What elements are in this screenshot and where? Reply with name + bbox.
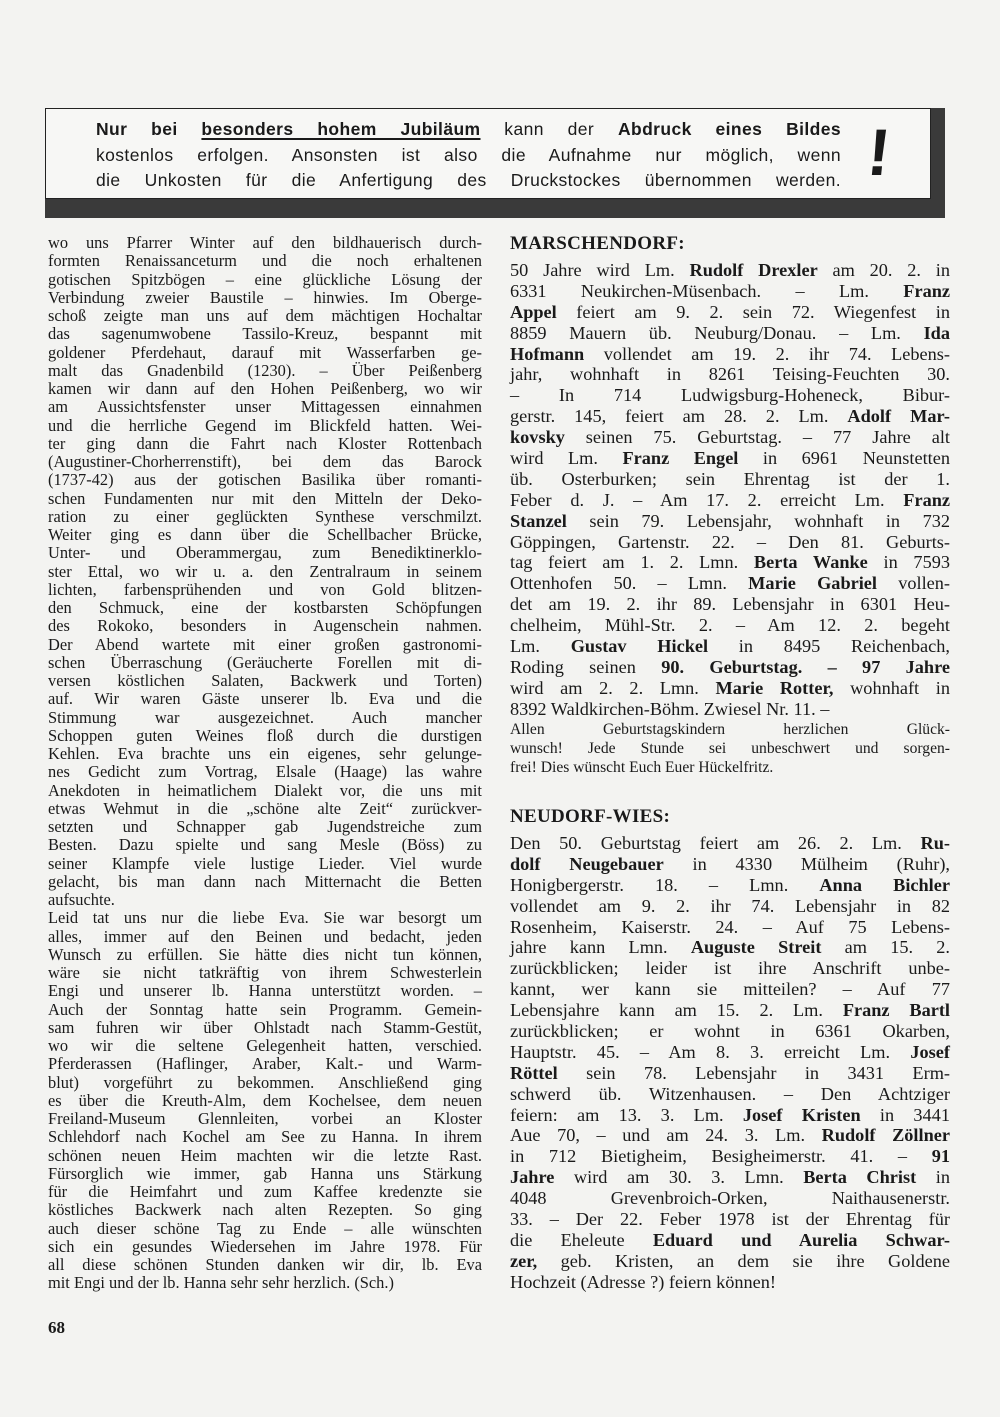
text-line	[510, 958, 950, 979]
text-line	[510, 511, 950, 532]
text-line	[510, 1105, 950, 1126]
text-line: malt das Gnadenbild (1230). – Über Peißenberg	[48, 360, 482, 380]
text-line: es über die Kreuth-Alm, dem Kochelsee, dem neuen	[48, 1090, 482, 1110]
text-line	[510, 532, 950, 553]
text-segment: üb. Osterburken; sein Ehrentag ist der 1.	[510, 468, 950, 489]
section-heading: MARSCHENDORF:	[510, 233, 685, 254]
text-line: wäre sie nicht tatkräftig von ihrem Schwesterlein	[48, 963, 482, 982]
text-line: wo wir die seltene Gelegenheit hatten, verschied.	[48, 1036, 482, 1055]
text-segment: kannt, wer kann sie mitteilen? – Auf 77	[510, 979, 950, 1000]
name-highlight: Berta Wanke	[753, 552, 868, 573]
notice-text-segment: kostenlos erfolgen. Ansonsten ist also die Aufnahme nur möglich, wenn	[96, 145, 841, 165]
text-segment: 8392 Waldkirchen-Böhm. Zwiesel Nr. 11. –	[510, 698, 830, 719]
text-segment: in 6961 Neunstetten	[738, 448, 951, 469]
text-segment: wunsch! Jede Stunde sei unbeschwert und sorgen-	[510, 739, 950, 757]
text-line: schen Fundamenten nur mit den Mitteln der Deko-	[48, 488, 482, 508]
name-highlight: Marie Gabriel	[748, 573, 877, 594]
text-segment: zurückblicken; leider ist ihre Anschrift unbe-	[510, 958, 950, 979]
notice-box-inner	[45, 108, 931, 199]
text-segment: Den 50. Geburtstag feiert am 26. 2. Lm.	[510, 833, 921, 853]
text-segment: Göppingen, Gartenstr. 22. – Den 81. Geburts-	[510, 531, 950, 552]
text-line: nes Gedicht zum Vortrag, Elsale (Haage) las wahre	[48, 762, 482, 782]
text-line: Anekdoten in heimatlichem Dialekt vor, die uns mit	[48, 780, 482, 800]
exclamation-mark: !	[864, 115, 894, 189]
text-line: Engi und unserer lb. Hanna unterstützt worden. –	[48, 981, 482, 1001]
text-line	[510, 678, 950, 699]
text-line	[510, 427, 950, 448]
name-highlight: 91	[931, 1146, 950, 1167]
text-line	[510, 833, 950, 854]
name-highlight: Auguste Streit	[690, 937, 822, 958]
name-highlight: dolf Neugebauer	[510, 853, 664, 874]
text-segment: Hauptstr. 45. – Am 8. 3. erreicht Lm.	[510, 1041, 911, 1062]
text-segment: in	[916, 1167, 950, 1188]
text-line	[510, 720, 950, 739]
text-line: Auch der Sonntag hatte sein Programm. Gemein-	[48, 999, 482, 1019]
text-line: (Augustiner-Chorherrenstift), bei dem das Barock	[48, 452, 482, 471]
text-line: Kehlen. Eva brachte uns ein eigenes, sehr gelunge-	[48, 744, 482, 763]
text-segment: wird Lm.	[510, 448, 623, 469]
text-segment: Aue 70, – und am 24. 3. Lm.	[510, 1125, 822, 1146]
text-line	[510, 937, 950, 958]
text-segment: 50 Jahre wird Lm.	[510, 260, 690, 280]
text-segment: in 712 Bietigheim, Besigheimerstr. 41. –	[510, 1146, 932, 1167]
name-highlight: kovsky	[510, 427, 565, 448]
text-line	[510, 875, 950, 896]
text-segment: 4048 Grevenbroich-Orken, Naithausenerstr.	[510, 1188, 950, 1209]
text-line	[510, 1063, 950, 1084]
text-line	[510, 490, 950, 511]
text-segment: in 8495 Reichenbach,	[708, 636, 950, 657]
text-line: formten Renaissanceturm und die noch erhaltenen	[48, 251, 482, 271]
text-segment: Hochzeit (Adresse ?) feiern können!	[510, 1271, 776, 1292]
notice-text-segment: Nur bei	[96, 119, 202, 139]
text-segment: chelheim, Mühl-Str. 2. – Am 12. 2. begeht	[510, 615, 950, 636]
text-line: kamen wir dann auf den Hohen Peißenberg, wo wir	[48, 379, 482, 398]
text-line: seiner Klampfe viele lustige Lieder. Viel wurde	[48, 853, 482, 873]
text-line: Pferderassen (Haflinger, Araber, Kalt.- und Warm-	[48, 1054, 482, 1074]
text-segment: feiern: am 13. 3. Lm.	[510, 1104, 743, 1125]
text-line	[510, 281, 950, 302]
text-line: (1737-42) aus der gotischen Basilika über romanti-	[48, 470, 482, 490]
text-line	[510, 469, 950, 490]
text-line	[510, 573, 950, 594]
name-highlight: Gustav Hickel	[570, 636, 709, 657]
text-line	[510, 636, 950, 657]
text-segment: 8859 Mauern üb. Neuburg/Donau. – Lm.	[510, 322, 924, 343]
page-number: 68	[48, 1318, 65, 1337]
text-line: Weiter ging es dann über die Schellbacher Brücke,	[48, 525, 482, 544]
name-highlight: Franz	[903, 489, 950, 510]
text-line	[510, 1042, 950, 1063]
text-segment: am 20. 2. in	[817, 260, 950, 280]
text-line	[510, 1000, 950, 1021]
text-segment: geb. Kristen, an dem sie ihre Goldene	[537, 1250, 950, 1271]
text-segment: vollendet am 19. 2. ihr 74. Lebens-	[584, 343, 950, 364]
name-highlight: Anna Bichler	[819, 874, 950, 895]
name-highlight: Franz	[903, 280, 950, 301]
text-line	[510, 302, 950, 323]
text-line	[510, 854, 950, 875]
text-line	[510, 1021, 950, 1042]
text-segment: am 15. 2.	[821, 937, 950, 958]
text-line: Wunsch zu erfüllen. Sie hätte dies nicht tun können,	[48, 944, 482, 964]
text-line	[510, 1146, 950, 1167]
text-line	[510, 739, 950, 758]
text-line	[510, 1272, 950, 1293]
text-segment: feiert am 9. 2. sein 72. Wiegenfest in	[556, 301, 950, 322]
text-segment: wird am 2. 2. Lmn.	[510, 677, 716, 698]
text-line: all diese schönen Stunden danken wir dir, lb. Eva	[48, 1255, 482, 1274]
name-highlight: Ida	[923, 322, 950, 343]
text-line	[510, 1125, 950, 1146]
text-line	[510, 1084, 950, 1105]
notice-box	[45, 108, 945, 218]
text-segment: in 7593	[867, 552, 950, 573]
article-column-left	[48, 234, 482, 1293]
section-neudorf-wies	[510, 805, 950, 1293]
text-line: alles, immer auf den Beinen und bedacht, jeden	[48, 926, 482, 946]
name-highlight: Josef	[910, 1041, 950, 1062]
text-line: Besten. Dazu spielte und sang Mesle (Böss) zu	[48, 835, 482, 855]
name-highlight: Marie Rotter,	[715, 677, 834, 698]
notice-text-segment: Abdruck eines Bildes	[617, 119, 841, 139]
text-segment: 33. – Der 22. Feber 1978 ist der Ehrentag für	[510, 1209, 950, 1230]
name-highlight: Rudolf Drexler	[689, 260, 818, 280]
text-line: schönen neuen Heim machten wir die letzte Rast.	[48, 1145, 482, 1165]
text-segment: wird am 30. 3. Lmn.	[554, 1167, 804, 1188]
text-line: Freiland-Museum Glennleiten, vorbei an Kloster	[48, 1109, 482, 1128]
text-segment: sein 78. Lebensjahr in 3431 Erm-	[557, 1062, 950, 1083]
text-line: Stimmung war ausgezeichnet. Auch mancher	[48, 707, 482, 727]
text-line	[510, 699, 950, 720]
text-line: Der Abend wartete mit einer großen gastronomi-	[48, 634, 482, 654]
text-line: gelacht, bis man dann nach Mitternacht die Betten	[48, 871, 482, 891]
text-line: Schoppen guten Weines floß durch die durstigen	[48, 725, 482, 745]
text-line: Schlehdorf nach Kochel am See zu Hanna. In ihrem	[48, 1127, 482, 1147]
text-line: Leid tat uns nur die liebe Eva. Sie war besorgt um	[48, 908, 482, 928]
text-line	[510, 552, 950, 573]
name-highlight: Adolf Mar-	[847, 406, 950, 427]
name-highlight: Jahre	[510, 1167, 555, 1188]
name-highlight: zer,	[510, 1250, 538, 1271]
text-line	[510, 1209, 950, 1230]
text-segment: Roding seinen	[510, 656, 662, 677]
notice-emphasis: besonders hohem Jubiläum	[201, 119, 481, 139]
name-highlight: Appel	[510, 301, 557, 322]
text-line: schoß zeigte man uns auf dem mächtigen Hochaltar	[48, 306, 482, 325]
text-line: auf. Wir waren Gäste unserer lb. Eva und die	[48, 689, 482, 709]
text-line: des Rokoko, besonders in Augenschein nahmen.	[48, 616, 482, 636]
text-line: sich ein gesundes Wiedersehen im Jahre 1978. Für	[48, 1236, 482, 1256]
text-segment: tag feiert am 1. 2. Lmn.	[510, 552, 754, 573]
name-highlight: 90. Geburtstag. – 97 Jahre	[661, 656, 951, 677]
name-highlight: Franz Engel	[622, 448, 739, 469]
text-line	[510, 594, 950, 615]
text-line: Unter- und Oberammergau, zum Benediktinerklo-	[48, 543, 482, 563]
text-line	[510, 1188, 950, 1209]
text-line: wo uns Pfarrer Winter auf den bildhauerisch durch-	[48, 233, 482, 252]
text-line	[510, 896, 950, 917]
text-line: gotischen Spitzbögen – eine glückliche Lösung der	[48, 269, 482, 289]
text-line: etwas Wehmut in die „schöne alte Zeit“ zurückver-	[48, 798, 482, 818]
text-line	[510, 979, 950, 1000]
text-segment: jahre kann Lmn.	[510, 937, 691, 958]
text-segment: frei! Dies wünscht Euch Euer Hückelfritz.	[510, 758, 774, 776]
text-line: Fürsorglich wie immer, gab Hanna uns Stärkung	[48, 1163, 482, 1183]
text-line	[510, 448, 950, 469]
text-segment: Lebensjahre kann am 15. 2. Lm.	[510, 1000, 843, 1021]
name-highlight: Rudolf Zöllner	[821, 1125, 950, 1146]
text-segment: sein 79. Lebensjahr, wohnhaft in 732	[566, 510, 950, 531]
text-segment: Rosenheim, Kaiserstr. 24. – Auf 75 Lebens-	[510, 916, 950, 937]
text-line	[510, 1167, 950, 1188]
text-segment: Lm.	[510, 636, 571, 657]
text-line: Verbindung zweier Baustile – hinwies. Im Oberge-	[48, 287, 482, 307]
text-line: versen köstlichen Salaten, Backwerk und Torten)	[48, 671, 482, 690]
text-line: setzten und Schnapper gab Jugendstreiche zum	[48, 817, 482, 836]
text-segment: det am 19. 2. ihr 89. Lebensjahr in 6301 Heu-	[510, 594, 950, 615]
text-segment: wohnhaft in	[833, 677, 950, 698]
notice-text-segment: kann der	[480, 119, 618, 139]
text-line: den Schmuck, eine der kostbarsten Schöpfungen	[48, 598, 482, 617]
text-line	[510, 364, 950, 385]
text-segment: in 4330 Mülheim (Ruhr),	[663, 853, 950, 874]
text-line: blut) vorgeführt zu bekommen. Anschließend ging	[48, 1072, 482, 1092]
text-segment: seinen 75. Geburtstag. – 77 Jahre alt	[564, 427, 950, 448]
text-line: mit Engi und der lb. Hanna sehr sehr herzlich. (Sch.)	[48, 1273, 394, 1293]
name-highlight: Berta Christ	[803, 1167, 917, 1188]
name-highlight: Josef Kristen	[742, 1104, 861, 1125]
text-segment: Feber d. J. – Am 17. 2. erreicht Lm.	[510, 489, 904, 510]
text-line	[510, 260, 950, 281]
text-line: lichten, farbensprühenden und von Gold blitzen-	[48, 579, 482, 599]
text-line: goldener Pferdehaut, darauf mit Wasserfarben ge-	[48, 342, 482, 362]
name-highlight: Stanzel	[510, 510, 567, 531]
text-segment: in 3441	[860, 1104, 950, 1125]
text-line: ster Ettal, wo wir u. a. den Zentralraum in seinem	[48, 561, 482, 581]
text-line	[510, 615, 950, 636]
text-line	[510, 917, 950, 938]
text-line	[510, 406, 950, 427]
text-line	[510, 758, 950, 777]
name-highlight: Röttel	[510, 1062, 558, 1083]
text-segment: vollendet am 9. 2. ihr 74. Lebensjahr in 82	[510, 895, 950, 916]
notice-line	[96, 170, 841, 191]
text-segment: die Eheleute	[510, 1229, 653, 1250]
text-segment: Ottenhofen 50. – Lmn.	[510, 573, 749, 594]
text-line: am Aussichtsfenster unser Mittagessen einnahmen	[48, 397, 482, 417]
text-segment: – In 714 Ludwigsburg-Hoheneck, Bibur-	[510, 385, 950, 406]
text-line	[510, 385, 950, 406]
text-segment: Honigbergerstr. 18. – Lmn.	[510, 874, 820, 895]
text-line	[510, 323, 950, 344]
text-segment: zurückblicken; er wohnt in 6361 Okarben,	[510, 1021, 950, 1042]
text-line	[510, 1230, 950, 1251]
text-segment: 6331 Neukirchen-Müsenbach. – Lm.	[510, 280, 904, 301]
text-segment: gerstr. 145, feiert am 28. 2. Lm.	[510, 406, 848, 427]
name-highlight: Eduard und Aurelia Schwar-	[652, 1229, 950, 1250]
text-line	[510, 344, 950, 365]
notice-line	[96, 119, 841, 140]
section-marschendorf	[510, 232, 950, 777]
text-line: und die herrliche Gegend im Blickfeld hatten. Wei-	[48, 415, 482, 435]
text-line: köstliches Backwerk nach alten Rezepten. So ging	[48, 1200, 482, 1220]
text-line: das sagenumwobene Tassilo-Kreuz, bespannt mit	[48, 324, 482, 344]
text-segment: vollen-	[877, 573, 950, 594]
text-line: ter ging dann die Fahrt nach Kloster Rottenbach	[48, 433, 482, 453]
name-highlight: Hofmann	[510, 343, 585, 364]
text-segment: Allen Geburtstagskindern herzlichen Glück-	[510, 720, 950, 738]
text-line: für die Heimfahrt und zum Kaffee kredenzte sie	[48, 1182, 482, 1201]
text-line: sam fuhren wir über Ohlstadt nach Stamm-Gestüt,	[48, 1017, 482, 1037]
notice-line	[96, 145, 841, 166]
text-segment: schwerd üb. Witzenhausen. – Den Achtziger	[510, 1083, 950, 1104]
notice-text-segment: die Unkosten für die Anfertigung des Druckstockes übernommen werden.	[96, 170, 841, 190]
name-highlight: Ru-	[920, 833, 950, 853]
section-heading: NEUDORF-WIES:	[510, 806, 671, 827]
name-highlight: Franz Bartl	[842, 1000, 950, 1021]
text-line: auch dieser schöne Tag zu Ende – alle wünschten	[48, 1218, 482, 1238]
text-line: ration zu einer geglückten Synthese verschmilzt.	[48, 506, 482, 526]
text-line: aufsuchte.	[48, 890, 115, 909]
text-line: schen Überraschung (Geräucherte Forellen mit di-	[48, 652, 482, 672]
text-line	[510, 1251, 950, 1272]
text-line	[510, 657, 950, 678]
text-segment: jahr, wohnhaft in 8261 Teising-Feuchten 30.	[510, 364, 950, 385]
